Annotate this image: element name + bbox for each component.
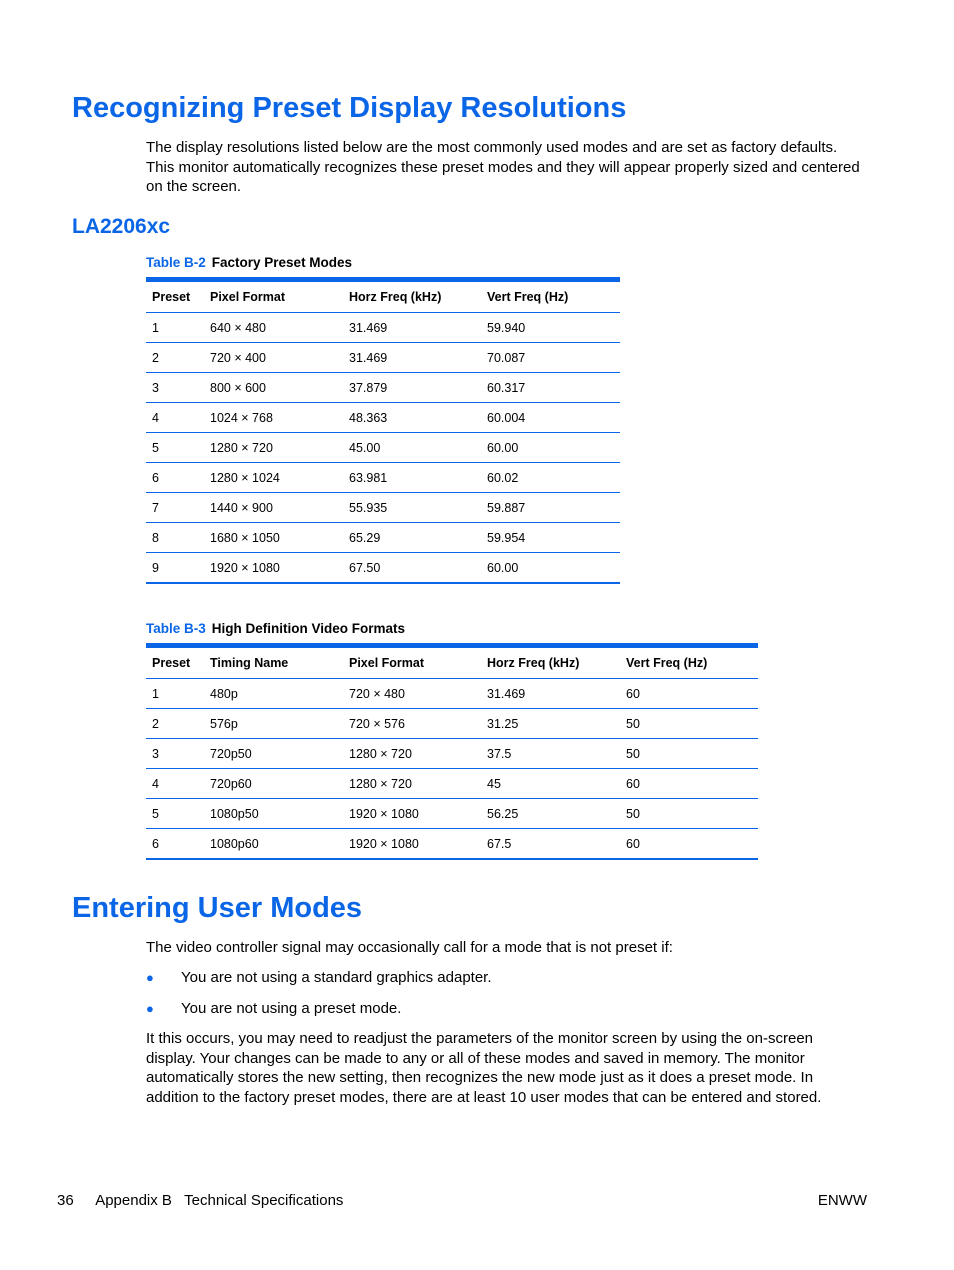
preset-intro-paragraph: The display resolutions listed below are the most commonly used modes and are set as factory defaults. This monitor automatically recognizes these preset modes and they will appear properly sized and centered on the screen.	[146, 139, 860, 195]
section-heading-user-modes: Entering User Modes	[72, 892, 363, 924]
table-b2-number: Table B-2	[146, 255, 206, 270]
table-cell: 60.00	[487, 560, 519, 575]
table-b2-header	[146, 280, 620, 313]
table-cell: 59.954	[481, 523, 620, 553]
table-cell: 1080p50	[204, 799, 343, 829]
table-cell: 60.317	[481, 373, 620, 403]
table-cell: 1920 × 1080	[343, 799, 481, 829]
column-header-preset: Preset	[146, 280, 204, 313]
table-cell: 1	[146, 313, 204, 343]
table-cell: 720 × 400	[204, 343, 343, 373]
table-cell: 45.00	[343, 433, 481, 463]
table-row	[146, 709, 758, 739]
table-cell: 31.469	[481, 679, 620, 709]
user-modes-intro-paragraph: The video controller signal may occasionally call for a mode that is not preset if:	[146, 939, 673, 956]
table-row	[146, 799, 758, 829]
table-cell: 60	[620, 769, 758, 799]
table-cell: 60	[620, 679, 758, 709]
table-cell: 67.50	[349, 560, 381, 575]
table-cell: 7	[146, 493, 204, 523]
column-header-horz-freq: Horz Freq (kHz)	[481, 646, 620, 679]
table-b3-header	[146, 646, 758, 679]
table-b3-number: Table B-3	[146, 621, 206, 636]
table-cell: 50	[620, 709, 758, 739]
bullet-item	[146, 968, 492, 987]
table-row	[146, 463, 620, 493]
table-cell: 50	[620, 799, 758, 829]
table-cell: 1440 × 900	[204, 493, 343, 523]
table-cell: 4	[146, 403, 204, 433]
footer-left	[57, 1193, 343, 1208]
table-row	[146, 343, 620, 373]
table-cell: 1920 × 1080	[210, 560, 280, 575]
table-cell: 1	[146, 679, 204, 709]
table-cell: 60.00	[481, 433, 620, 463]
table-cell: 576p	[204, 709, 343, 739]
table-cell: 50	[620, 739, 758, 769]
table-cell: 60	[626, 836, 640, 851]
table-cell: 65.29	[343, 523, 481, 553]
bullet-dot-icon: ●	[146, 970, 154, 985]
table-b2-body	[146, 313, 620, 584]
table-cell: 1920 × 1080	[349, 836, 419, 851]
table-b3-title: High Definition Video Formats	[211, 621, 406, 636]
table-cell: 1280 × 720	[343, 739, 481, 769]
page-number: 36	[57, 1192, 74, 1209]
column-header-preset: Preset	[146, 646, 204, 679]
table-cell: 2	[146, 709, 204, 739]
section-heading-preset-resolutions: Recognizing Preset Display Resolutions	[72, 92, 627, 124]
table-cell: 60.02	[481, 463, 620, 493]
table-cell: 2	[146, 343, 204, 373]
table-cell: 720 × 576	[343, 709, 481, 739]
table-row	[146, 523, 620, 553]
table-b3-body	[146, 679, 758, 860]
table-b3-caption	[146, 622, 405, 636]
user-modes-body-paragraph: It this occurs, you may need to readjust the parameters of the monitor screen by using the on-screen display. Your changes can be made to any or all of these modes and saved in memory. The monitor automatically stores the new setting, then recognizes the new mode just as it does a preset mode. In addition to the factory preset modes, there are at least 10 user modes that can be entered and stored.	[146, 1030, 822, 1106]
bullet-text: You are not using a preset mode.	[181, 1000, 402, 1017]
table-cell: 1280 × 720	[343, 769, 481, 799]
column-header-vert-freq: Vert Freq (Hz)	[620, 646, 758, 679]
bullet-dot-icon: ●	[146, 1001, 154, 1016]
hd-video-formats-table	[146, 643, 758, 860]
table-cell: 48.363	[343, 403, 481, 433]
table-cell: 56.25	[481, 799, 620, 829]
table-cell: 720p60	[204, 769, 343, 799]
table-b2-title: Factory Preset Modes	[211, 255, 353, 270]
table-row	[146, 433, 620, 463]
table-row	[146, 553, 620, 584]
table-row	[146, 769, 758, 799]
table-cell: 3	[146, 739, 204, 769]
table-cell: 31.469	[343, 343, 481, 373]
column-header-pixel-format: Pixel Format	[343, 646, 481, 679]
table-cell: 60.004	[481, 403, 620, 433]
table-cell: 45	[481, 769, 620, 799]
table-row	[146, 679, 758, 709]
table-cell: 5	[146, 799, 204, 829]
table-row	[146, 493, 620, 523]
table-cell: 70.087	[481, 343, 620, 373]
table-cell: 59.887	[481, 493, 620, 523]
footer-right: ENWW	[817, 1192, 867, 1209]
table-cell: 31.25	[481, 709, 620, 739]
table-cell: 1024 × 768	[204, 403, 343, 433]
table-cell: 6	[146, 463, 204, 493]
column-header-horz-freq: Horz Freq (kHz)	[343, 280, 481, 313]
table-cell: 1680 × 1050	[204, 523, 343, 553]
column-header-timing-name: Timing Name	[204, 646, 343, 679]
table-cell: 1280 × 720	[204, 433, 343, 463]
table-cell: 6	[152, 836, 159, 851]
table-cell: 1280 × 1024	[204, 463, 343, 493]
table-cell: 67.5	[487, 836, 512, 851]
table-cell: 480p	[204, 679, 343, 709]
table-cell: 800 × 600	[204, 373, 343, 403]
table-cell: 3	[146, 373, 204, 403]
table-cell: 63.981	[343, 463, 481, 493]
table-cell: 1080p60	[210, 836, 259, 851]
table-cell: 59.940	[481, 313, 620, 343]
bullet-text: You are not using a standard graphics adapter.	[181, 969, 492, 986]
table-cell: 720p50	[204, 739, 343, 769]
table-row	[146, 373, 620, 403]
table-cell: 4	[146, 769, 204, 799]
factory-preset-modes-table	[146, 277, 620, 584]
table-cell: 8	[146, 523, 204, 553]
table-row	[146, 313, 620, 343]
column-header-pixel-format: Pixel Format	[204, 280, 343, 313]
table-cell: 55.935	[343, 493, 481, 523]
column-header-vert-freq: Vert Freq (Hz)	[481, 280, 620, 313]
table-cell: 9	[152, 560, 159, 575]
footer-chapter: Appendix B Technical Specifications	[95, 1192, 344, 1209]
table-row	[146, 739, 758, 769]
table-cell: 37.879	[343, 373, 481, 403]
table-cell: 31.469	[343, 313, 481, 343]
table-cell: 720 × 480	[343, 679, 481, 709]
table-cell: 640 × 480	[204, 313, 343, 343]
table-cell: 5	[146, 433, 204, 463]
table-row	[146, 829, 758, 860]
table-row	[146, 403, 620, 433]
bullet-item	[146, 999, 401, 1018]
table-cell: 37.5	[481, 739, 620, 769]
table-b2-caption	[146, 256, 352, 270]
model-heading: LA2206xc	[72, 215, 171, 238]
